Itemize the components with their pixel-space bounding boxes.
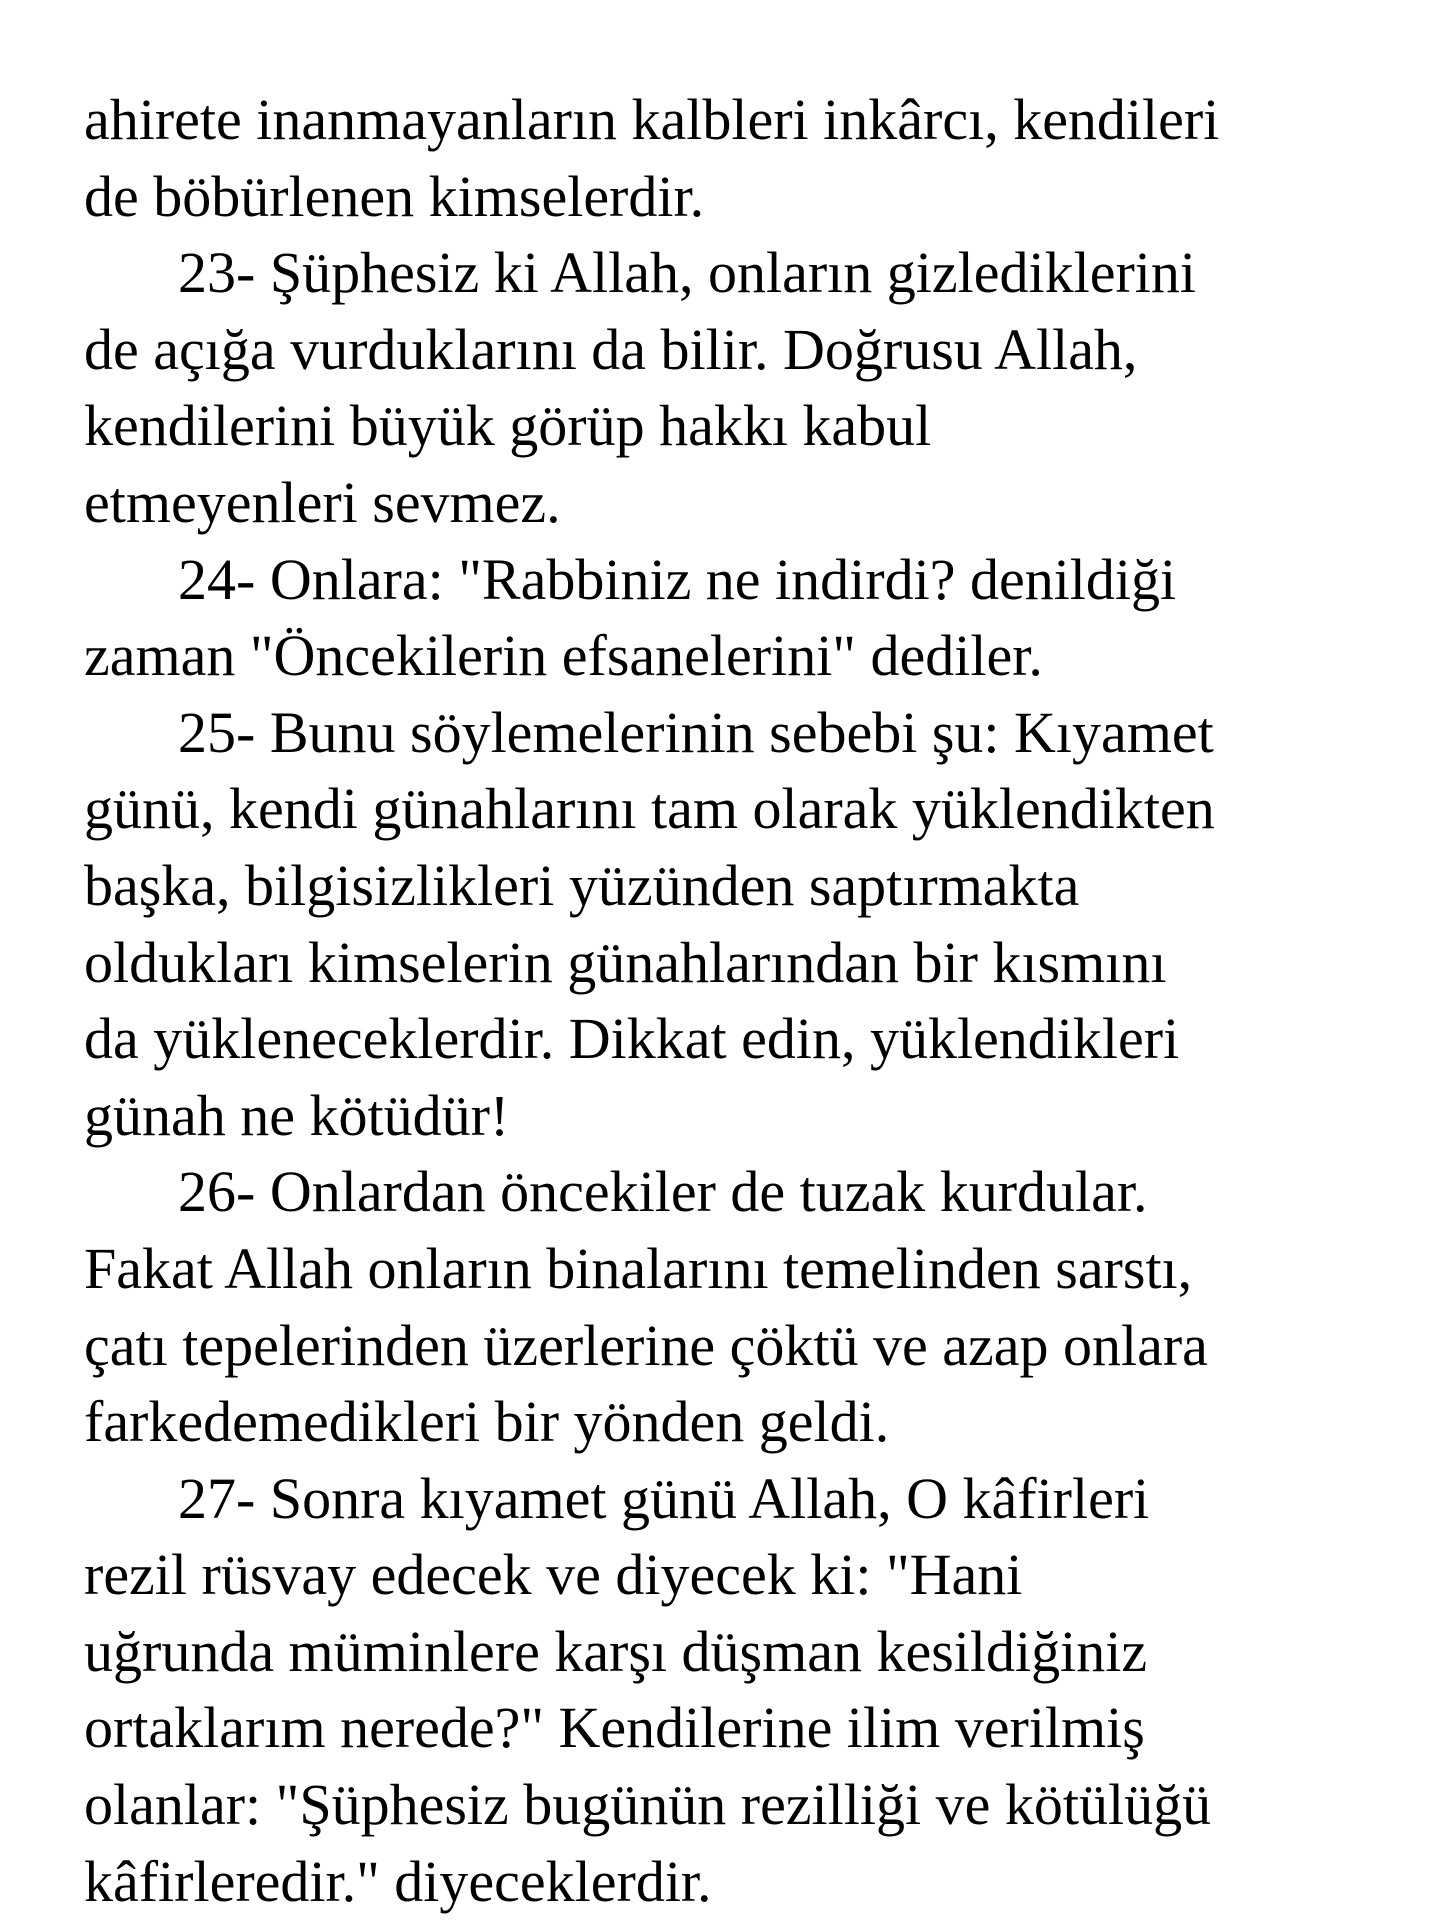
text-line: farkedemedikleri bir yönden geldi. xyxy=(84,1389,890,1455)
text-line: günah ne kötüdür! xyxy=(84,1082,510,1148)
text-line: olanlar: "Şüphesiz bugünün rezilliği ve kötülüğü xyxy=(84,1772,1212,1838)
text-line: rezil rüsvay edecek ve diyecek ki: "Hani xyxy=(84,1542,1023,1608)
text-line: 26- Onlardan öncekiler de tuzak kurdular. xyxy=(178,1159,1148,1225)
text-line: 23- Şüphesiz ki Allah, onların gizlediklerini xyxy=(178,240,1197,306)
text-line: 24- Onlara: "Rabbiniz ne indirdi? denildiği xyxy=(178,546,1177,612)
text-line: ortaklarım nerede?" Kendilerine ilim verilmiş xyxy=(84,1695,1145,1761)
text-line: oldukları kimselerin günahlarından bir kısmını xyxy=(84,929,1167,995)
text-line: kâfirleredir." diyeceklerdir. xyxy=(84,1848,712,1914)
text-line: zaman "Öncekilerin efsanelerini" dediler. xyxy=(84,623,1043,689)
paragraph-verse-23 xyxy=(84,235,1414,541)
paragraph-verse-24 xyxy=(84,542,1414,695)
text-line: çatı tepelerinden üzerlerine çöktü ve azap onlara xyxy=(84,1312,1208,1378)
text-line: de böbürlenen kimselerdir. xyxy=(84,163,705,229)
text-line: de açığa vurduklarını da bilir. Doğrusu Allah, xyxy=(84,316,1138,382)
text-line: ahirete inanmayanların kalbleri inkârcı, kendileri xyxy=(84,87,1220,152)
text-line: etmeyenleri sevmez. xyxy=(84,469,561,535)
text-line: da yükleneceklerdir. Dikkat edin, yüklendikleri xyxy=(84,1006,1180,1072)
text-line: başka, bilgisizlikleri yüzünden saptırmakta xyxy=(84,852,1080,918)
text-line: 27- Sonra kıyamet günü Allah, O kâfirleri xyxy=(178,1465,1150,1531)
text-line: kendilerini büyük görüp hakkı kabul xyxy=(84,393,932,459)
text-line: günü, kendi günahlarını tam olarak yüklendikten xyxy=(84,776,1215,842)
text-line: uğrunda müminlere karşı düşman kesildiğiniz xyxy=(84,1618,1148,1684)
paragraph-verse-27 xyxy=(84,1461,1414,1920)
paragraph-verse-25 xyxy=(84,695,1414,1155)
paragraph-continuation xyxy=(84,82,1414,235)
text-line: Fakat Allah onların binalarını temelinden sarstı, xyxy=(84,1235,1193,1301)
document-page xyxy=(84,82,1414,1920)
text-line: 25- Bunu söylemelerinin sebebi şu: Kıyamet xyxy=(178,699,1214,765)
paragraph-verse-26 xyxy=(84,1154,1414,1460)
